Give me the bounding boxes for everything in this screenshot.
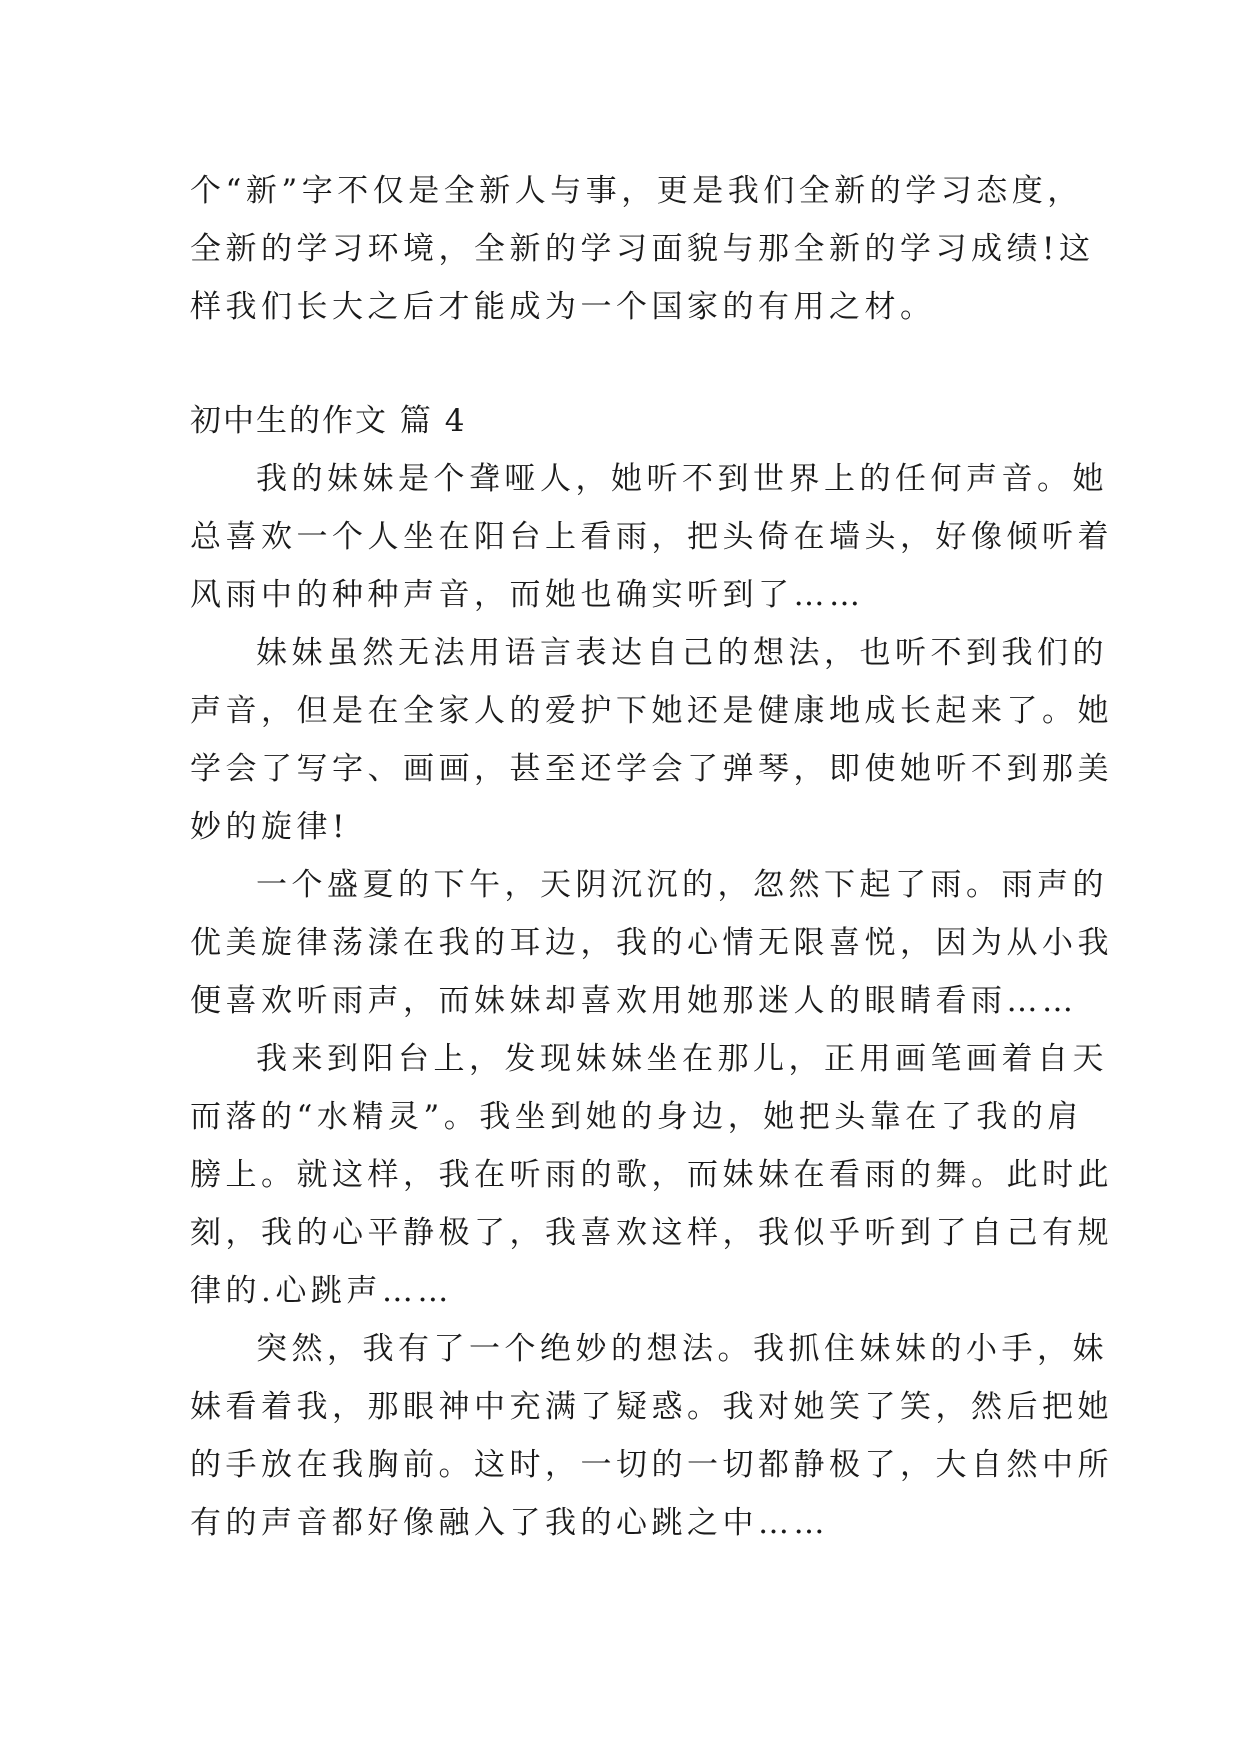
text-line: 膀上。就这样，我在听雨的歌，而妹妹在看雨的舞。此时此 [190, 1157, 1113, 1193]
essay-paragraph [190, 624, 1113, 856]
text-line: 个“新”字不仅是全新人与事，更是我们全新的学习态度， [190, 173, 1083, 209]
essay-heading: 初中生的作文 篇 4 [190, 403, 467, 439]
text-line: 律的.心跳声…… [190, 1273, 453, 1309]
text-line: 妹看着我，那眼神中充满了疑惑。我对她笑了笑，然后把她 [190, 1389, 1113, 1425]
essay-section [190, 392, 1113, 1552]
text-line: 样我们长大之后才能成为一个国家的有用之材。 [190, 289, 936, 325]
essay-paragraph [190, 450, 1113, 624]
essay-paragraph [190, 1320, 1113, 1552]
essay-paragraph [190, 1030, 1113, 1320]
text-line: 刻，我的心平静极了，我喜欢这样，我似乎听到了自己有规 [190, 1215, 1113, 1251]
text-line: 总喜欢一个人坐在阳台上看雨，把头倚在墙头，好像倾听着 [190, 519, 1113, 555]
text-line: 全新的学习环境，全新的学习面貌与那全新的学习成绩!这 [190, 231, 1095, 267]
text-line: 声音，但是在全家人的爱护下她还是健康地成长起来了。她 [190, 693, 1113, 729]
text-line: 的手放在我胸前。这时，一切的一切都静极了，大自然中所 [190, 1447, 1113, 1483]
text-line: 妹妹虽然无法用语言表达自己的想法，也听不到我们的 [256, 635, 1108, 671]
text-line: 便喜欢听雨声，而妹妹却喜欢用她那迷人的眼睛看雨…… [190, 983, 1078, 1019]
text-line: 有的声音都好像融入了我的心跳之中…… [190, 1505, 829, 1541]
text-line: 学会了写字、画画，甚至还学会了弹琴，即使她听不到那美 [190, 751, 1113, 787]
text-line: 优美旋律荡漾在我的耳边，我的心情无限喜悦，因为从小我 [190, 925, 1113, 961]
intro-paragraph [190, 162, 1095, 336]
text-line: 我的妹妹是个聋哑人，她听不到世界上的任何声音。她 [256, 461, 1108, 497]
text-line: 风雨中的种种声音，而她也确实听到了…… [190, 577, 865, 613]
text-line: 一个盛夏的下午，天阴沉沉的，忽然下起了雨。雨声的 [256, 867, 1108, 903]
essay-paragraph [190, 856, 1113, 1030]
text-line: 妙的旋律! [190, 809, 349, 845]
text-line: 我来到阳台上，发现妹妹坐在那儿，正用画笔画着自天 [256, 1041, 1108, 1077]
text-line: 突然，我有了一个绝妙的想法。我抓住妹妹的小手，妹 [256, 1331, 1108, 1367]
text-line: 而落的“水精灵”。我坐到她的身边，她把头靠在了我的肩 [190, 1099, 1083, 1135]
